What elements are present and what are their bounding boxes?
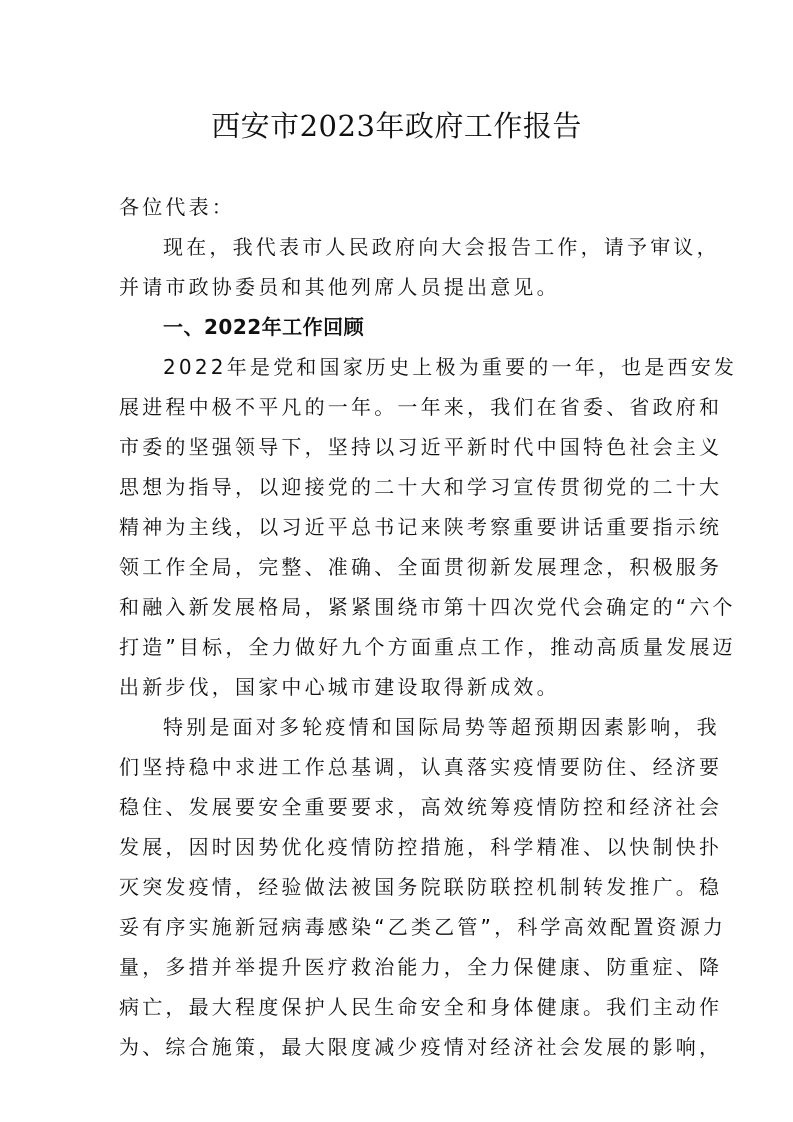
document-title: 西安市2023年政府工作报告 <box>211 109 582 143</box>
paragraph-line: 精神为主线，以习近平总书记来陕考察重要讲话重要指示统 <box>119 515 723 539</box>
paragraph-line: 打造”目标，全力做好九个方面重点工作，推动高质量发展迈 <box>119 635 736 659</box>
paragraph-line: 灭突发疫情，经验做法被国务院联防联控机制转发推广。稳 <box>119 875 723 899</box>
paragraph-line: 和融入新发展格局，紧紧围绕市第十四次党代会确定的“六个 <box>119 595 736 619</box>
paragraph-line: 量，多措并举提升医疗救治能力，全力保健康、防重症、降 <box>119 955 723 979</box>
paragraph-line: 妥有序实施新冠病毒感染“乙类乙管”，科学高效配置资源力 <box>119 915 727 939</box>
paragraph-line: 病亡，最大程度保护人民生命安全和身体健康。我们主动作 <box>119 995 723 1019</box>
section-heading: 一、2022年工作回顾 <box>163 315 365 339</box>
intro-line: 并请市政协委员和其他列席人员提出意见。 <box>119 275 560 299</box>
paragraph-line: 领工作全局，完整、准确、全面贯彻新发展理念，积极服务 <box>119 555 723 579</box>
paragraph-line: 发展，因时因势优化疫情防控措施，科学精准、以快制快扑 <box>119 835 723 859</box>
intro-line: 现在，我代表市人民政府向大会报告工作，请予审议， <box>163 235 720 259</box>
paragraph-line: 出新步伐，国家中心城市建设取得新成效。 <box>119 675 560 699</box>
paragraph-line: 2022年是党和国家历史上极为重要的一年，也是西安发 <box>163 355 738 379</box>
paragraph-line: 展进程中极不平凡的一年。一年来，我们在省委、省政府和 <box>119 395 723 419</box>
paragraph-line: 们坚持稳中求进工作总基调，认真落实疫情要防住、经济要 <box>119 755 723 779</box>
paragraph-line: 为、综合施策，最大限度减少疫情对经济社会发展的影响， <box>119 1035 723 1059</box>
paragraph-line: 稳住、发展要安全重要要求，高效统筹疫情防控和经济社会 <box>119 795 723 819</box>
salutation: 各位代表： <box>119 195 235 219</box>
paragraph-line: 特别是面对多轮疫情和国际局势等超预期因素影响，我 <box>163 715 720 739</box>
paragraph-line: 市委的坚强领导下，坚持以习近平新时代中国特色社会主义 <box>119 435 723 459</box>
paragraph-line: 思想为指导，以迎接党的二十大和学习宣传贯彻党的二十大 <box>119 475 723 499</box>
